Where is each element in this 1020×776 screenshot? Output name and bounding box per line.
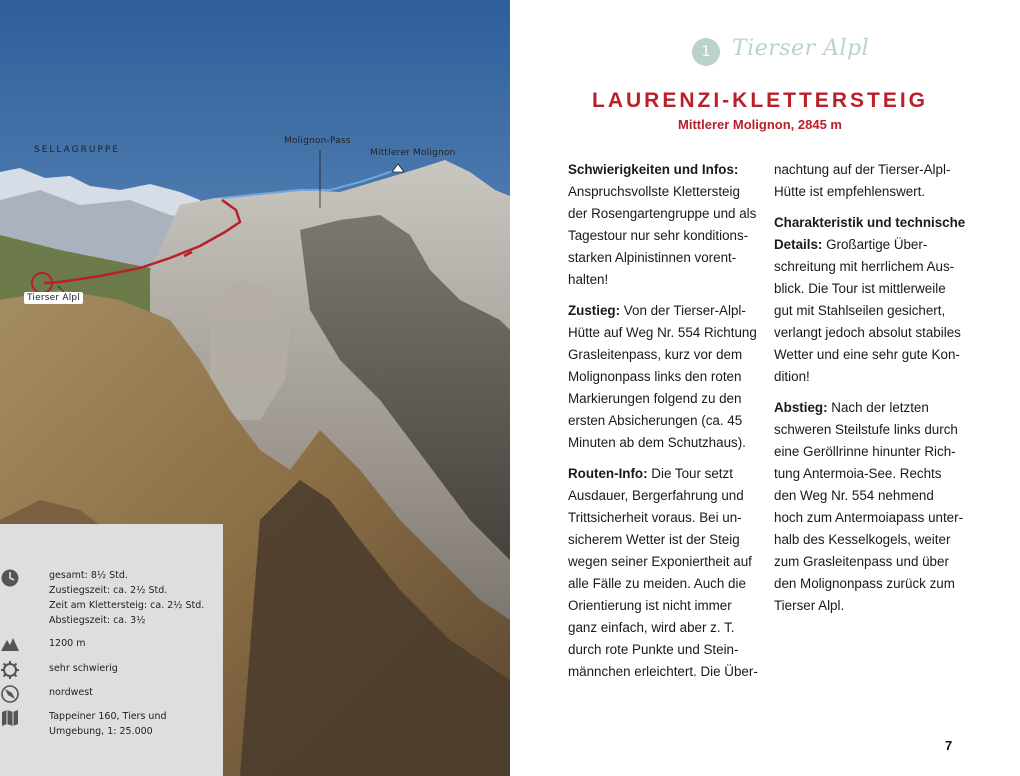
text-line: Hütte auf Weg Nr. 554 Richtung bbox=[568, 325, 757, 340]
tour-number-badge: 1 bbox=[692, 38, 720, 66]
heading-schwierigkeiten: Schwierigkeiten und Infos: bbox=[568, 162, 739, 177]
heading-zustieg: Zustieg: bbox=[568, 303, 621, 318]
info-time-approach: Zustiegszeit: ca. 2½ Std. bbox=[49, 585, 168, 596]
text-line: Minuten ab dem Schutzhaus). bbox=[568, 435, 746, 450]
heading-details: Details: bbox=[774, 237, 823, 252]
text-line: Grasleitenpass, kurz vor dem bbox=[568, 347, 743, 362]
text-line: hoch zum Antermoiapass unter- bbox=[774, 510, 964, 525]
text-column-2 bbox=[774, 159, 974, 617]
section-title: Tierser Alpl bbox=[732, 36, 870, 61]
text-line: tung Antermoia-See. Rechts bbox=[774, 466, 942, 481]
info-time-descent: Abstiegszeit: ca. 3½ bbox=[49, 615, 146, 626]
text-line: Wetter und eine sehr gute Kon- bbox=[774, 347, 960, 362]
info-elevation-text: 1200 m bbox=[49, 638, 86, 649]
text-line: Trittsicherheit voraus. Bei un- bbox=[568, 510, 742, 525]
text-line: Die Tour setzt bbox=[647, 466, 733, 481]
text-line: zum Grasleitenpass und über bbox=[774, 554, 949, 569]
map-icon bbox=[0, 708, 20, 728]
heading-routen-info: Routen-Info: bbox=[568, 466, 648, 481]
label-molignon-pass: Molignon-Pass bbox=[284, 136, 351, 146]
info-orientation-text: nordwest bbox=[49, 687, 93, 698]
text-line: schweren Steilstufe links durch bbox=[774, 422, 958, 437]
text-line: eine Geröllrinne hinunter Rich- bbox=[774, 444, 956, 459]
compass-icon bbox=[0, 684, 20, 704]
text-line: sicherem Wetter ist der Steig bbox=[568, 532, 740, 547]
text-line: schreitung mit herrlichem Aus- bbox=[774, 259, 955, 274]
label-tierser-alpl: Tierser Alpl bbox=[24, 292, 83, 304]
text-line: ganz einfach, wird aber z. T. bbox=[568, 620, 735, 635]
text-line: Molignonpass links den roten bbox=[568, 369, 742, 384]
page-title: LAURENZI-KLETTERSTEIG bbox=[592, 89, 928, 112]
label-sellagruppe: SELLAGRUPPE bbox=[34, 145, 120, 155]
tour-info-box bbox=[0, 524, 223, 776]
text-line: gut mit Stahlseilen gesichert, bbox=[774, 303, 946, 318]
mountain-icon bbox=[0, 634, 20, 654]
text-line: Tagestour nur sehr konditions- bbox=[568, 228, 749, 243]
text-line: halten! bbox=[568, 272, 609, 287]
text-line: männchen erleichtert. Die Über- bbox=[568, 664, 758, 679]
text-line: Großartige Über- bbox=[822, 237, 928, 252]
text-line: Ausdauer, Bergerfahrung und bbox=[568, 488, 744, 503]
text-line: Anspruchsvollste Klettersteig bbox=[568, 184, 740, 199]
info-time-climb: Zeit am Klettersteig: ca. 2½ Std. bbox=[49, 600, 205, 611]
text-line: Markierungen folgend zu den bbox=[568, 391, 742, 406]
text-line: wegen seiner Exponiertheit auf bbox=[568, 554, 752, 569]
text-line: ersten Absicherungen (ca. 45 bbox=[568, 413, 743, 428]
page-subtitle: Mittlerer Molignon, 2845 m bbox=[678, 117, 842, 132]
text-line: starken Alpinistinnen vorent- bbox=[568, 250, 737, 265]
text-line: halb des Kesselkogels, weiter bbox=[774, 532, 951, 547]
info-time-total: gesamt: 8½ Std. bbox=[49, 570, 128, 581]
heading-charakteristik: Charakteristik und technische bbox=[774, 215, 966, 230]
text-line: dition! bbox=[774, 369, 810, 384]
text-line: nachtung auf der Tierser-Alpl- bbox=[774, 162, 951, 177]
page-number: 7 bbox=[945, 738, 953, 753]
text-column-1 bbox=[568, 159, 768, 683]
heading-abstieg: Abstieg: bbox=[774, 400, 828, 415]
text-line: Orientierung ist nicht immer bbox=[568, 598, 732, 613]
label-mittlerer-molignon: Mittlerer Molignon bbox=[370, 148, 456, 158]
text-line: Von der Tierser-Alpl- bbox=[620, 303, 746, 318]
text-line: alle Fälle zu meiden. Auch die bbox=[568, 576, 746, 591]
text-line: blick. Die Tour ist mittlerweile bbox=[774, 281, 946, 296]
difficulty-gear-icon bbox=[0, 660, 20, 680]
text-line: durch rote Punkte und Stein- bbox=[568, 642, 739, 657]
info-map-line1: Tappeiner 160, Tiers und bbox=[49, 711, 167, 722]
text-line: Tierser Alpl. bbox=[774, 598, 845, 613]
text-line: den Molignonpass zurück zum bbox=[774, 576, 955, 591]
clock-icon bbox=[0, 568, 20, 588]
info-map-line2: Umgebung, 1: 25.000 bbox=[49, 726, 153, 737]
text-line: Hütte ist empfehlenswert. bbox=[774, 184, 926, 199]
text-line: verlangt jedoch absolut stabiles bbox=[774, 325, 961, 340]
text-line: Nach der letzten bbox=[827, 400, 929, 415]
info-difficulty-text: sehr schwierig bbox=[49, 663, 118, 674]
text-line: der Rosengartengruppe und als bbox=[568, 206, 757, 221]
text-line: den Weg Nr. 554 nehmend bbox=[774, 488, 934, 503]
